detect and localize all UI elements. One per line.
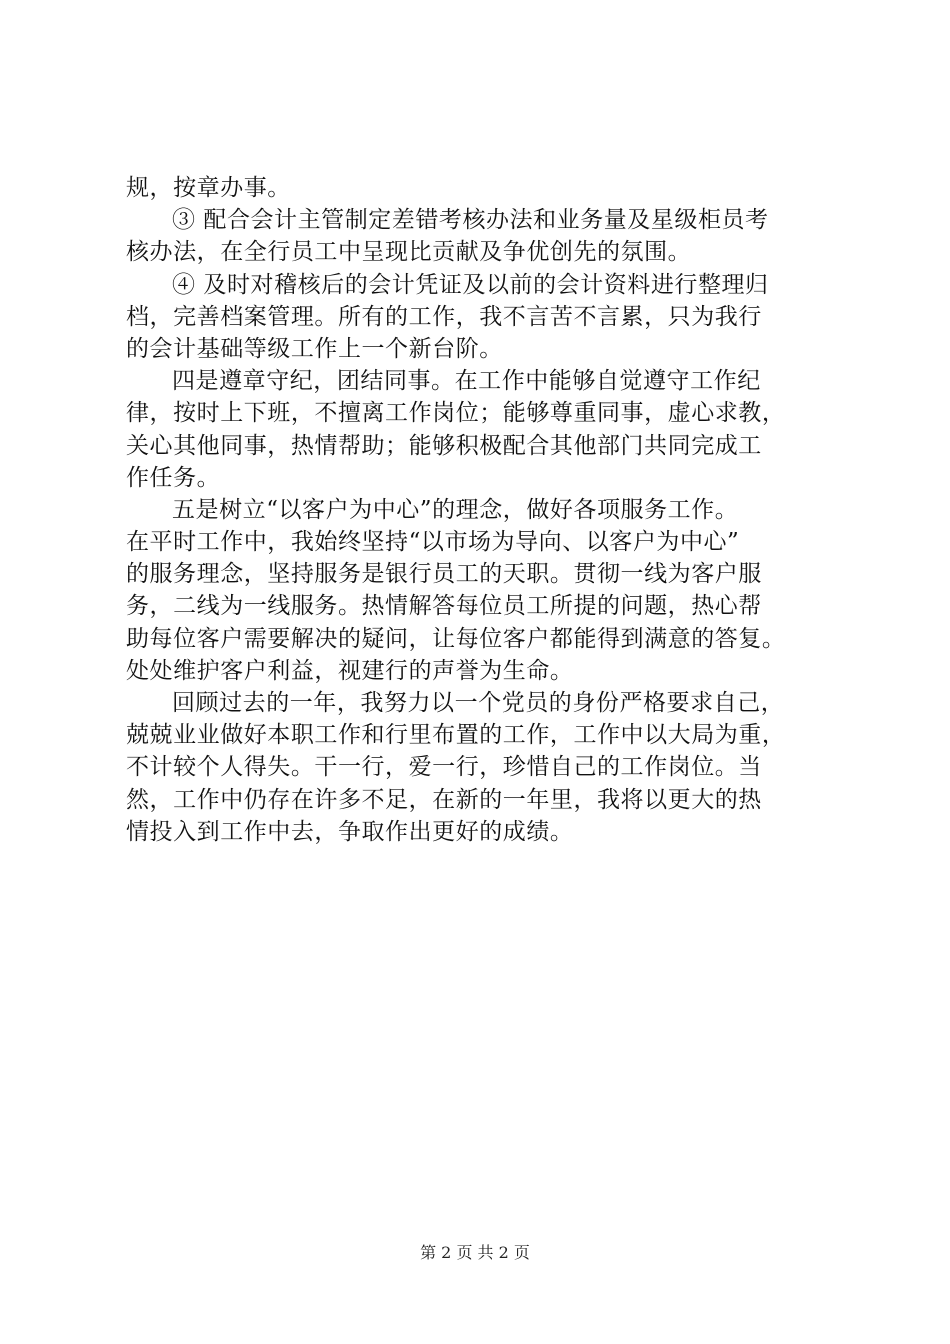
text-line: 处处维护客户利益，视建行的声誉为生命。 [126,657,574,684]
text-line: 回顾过去的一年，我努力以一个党员的身份严格要求自己， [172,690,785,716]
text-line: 助每位客户需要解决的疑问，让每位客户都能得到满意的答复。 [126,625,786,652]
text-line: ③ 配合会计主管制定差错考核办法和业务量及星级柜员考 [172,207,769,234]
text-line: 情投入到工作中去，争取作出更好的成绩。 [126,818,574,845]
text-line: 四是遵章守纪，团结同事。在工作中能够自觉遵守工作纪 [172,368,761,395]
text-line: 在平时工作中，我始终坚持“以市场为导向、以客户为中心” [126,529,740,556]
text-line: 的服务理念，坚持服务是银行员工的天职。贯彻一线为客户服 [126,561,762,588]
text-line: 务，二线为一线服务。热情解答每位员工所提的问题，热心帮 [126,593,762,620]
text-line: 档，完善档案管理。所有的工作，我不言苦不言累，只为我行 [126,303,762,330]
text-line: 关心其他同事，热情帮助；能够积极配合其他部门共同完成工 [126,432,762,459]
document-body [126,172,846,848]
text-line: ④ 及时对稽核后的会计凭证及以前的会计资料进行整理归 [172,271,769,298]
text-line: 作任务。 [126,464,221,491]
page-number-footer: 第 2 页 共 2 页 [420,1243,530,1262]
text-line: 五是树立“以客户为中心”的理念，做好各项服务工作。 [172,496,739,523]
text-line: 规，按章办事。 [126,175,291,201]
text-line: 兢兢业业做好本职工作和行里布置的工作，工作中以大局为重， [126,722,786,749]
text-line: 律，按时上下班，不擅离工作岗位；能够尊重同事，虚心求教， [126,400,786,427]
text-line: 的会计基础等级工作上一个新台阶。 [126,335,503,362]
text-line: 核办法，在全行员工中呈现比贡献及争优创先的氛围。 [126,239,692,266]
text-line: 然，工作中仍存在许多不足，在新的一年里，我将以更大的热 [126,786,762,813]
text-line: 不计较个人得失。干一行，爱一行，珍惜自己的工作岗位。当 [126,754,762,781]
